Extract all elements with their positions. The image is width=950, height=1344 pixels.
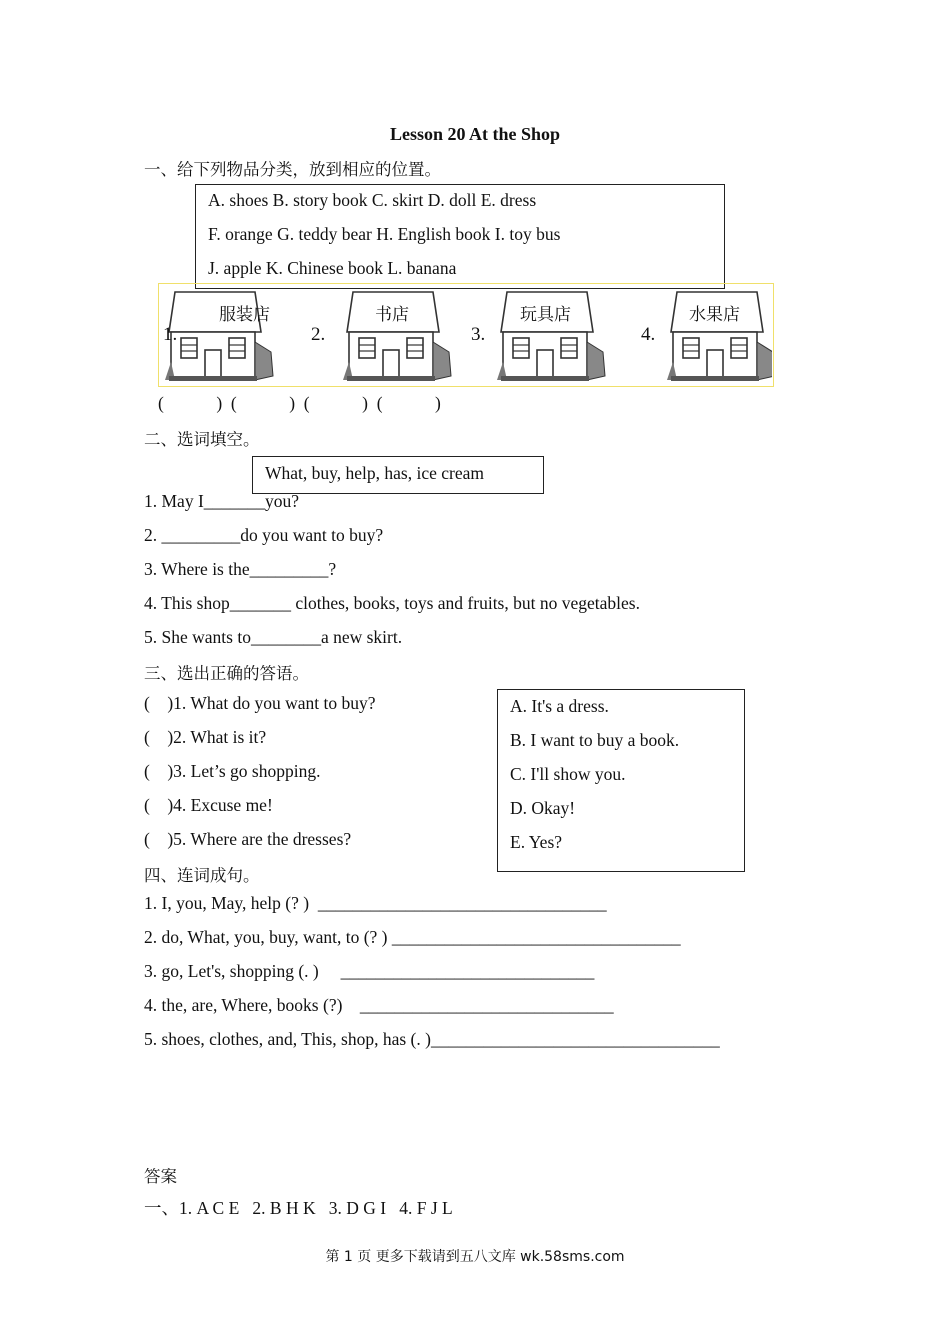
- order-question: 3. go, Let's, shopping (. ) _____________________________: [144, 961, 595, 981]
- items-line: F. orange G. teddy bear H. English book I. toy bus: [208, 224, 561, 244]
- shop-number: 4.: [641, 324, 656, 345]
- items-line: A. shoes B. story book C. skirt D. doll E. dress: [208, 190, 537, 210]
- order-question: 2. do, What, you, buy, want, to (? ) _________________________________: [144, 927, 681, 947]
- section2-heading: 二、选词填空。: [144, 430, 260, 449]
- shop-label: 水果店: [689, 305, 740, 325]
- page-title: Lesson 20 At the Shop: [389, 124, 561, 144]
- shop-number: 3.: [471, 324, 486, 345]
- fill-question: 1. May I_______you?: [144, 491, 300, 511]
- shop-number: 2.: [311, 324, 326, 345]
- match-question: ( )4. Excuse me!: [144, 795, 273, 815]
- match-question: ( )5. Where are the dresses?: [144, 829, 352, 849]
- shop-label: 服装店: [219, 305, 270, 325]
- answer-option: B. I want to buy a book.: [510, 730, 680, 750]
- section1-heading: 一、给下列物品分类，放到相应的位置。: [144, 160, 441, 179]
- order-question: 4. the, are, Where, books (?) _____________________________: [144, 995, 614, 1015]
- page-footer: 第 1 页 更多下载请到五八文库 wk.58sms.com: [325, 1249, 625, 1265]
- section3-heading: 三、选出正确的答语。: [144, 664, 309, 683]
- answer-option: C. I'll show you.: [510, 764, 626, 784]
- match-question: ( )1. What do you want to buy?: [144, 693, 376, 713]
- fill-question: 2. _________do you want to buy?: [144, 525, 384, 545]
- order-question: 5. shoes, clothes, and, This, shop, has (. )_________________________________: [144, 1029, 720, 1049]
- shop-number: 1.: [163, 324, 178, 345]
- answers-heading: 答案: [144, 1167, 177, 1186]
- items-line: J. apple K. Chinese book L. banana: [208, 258, 457, 278]
- order-question: 1. I, you, May, help (? ) _________________________________: [144, 893, 607, 913]
- fill-question: 4. This shop_______ clothes, books, toys and fruits, but no vegetables.: [144, 593, 640, 613]
- fill-question: 3. Where is the_________?: [144, 559, 337, 579]
- fill-question: 5. She wants to________a new skirt.: [144, 627, 403, 647]
- answer-option: A. It's a dress.: [510, 696, 609, 716]
- answer-blanks: ( ) ( ) ( ) ( ): [158, 393, 441, 413]
- shop-label: 书店: [375, 305, 409, 325]
- match-question: ( )3. Let’s go shopping.: [144, 761, 321, 781]
- answer-option: D. Okay!: [510, 798, 576, 818]
- answers-line: 一、1. A C E 2. B H K 3. D G I 4. F J L: [144, 1198, 453, 1218]
- word-box-text: What, buy, help, has, ice cream: [265, 463, 484, 483]
- shops-illustration: [158, 283, 774, 387]
- match-question: ( )2. What is it?: [144, 727, 267, 747]
- answer-option: E. Yes?: [510, 832, 563, 852]
- section4-heading: 四、连词成句。: [144, 866, 260, 885]
- shop-label: 玩具店: [520, 305, 571, 325]
